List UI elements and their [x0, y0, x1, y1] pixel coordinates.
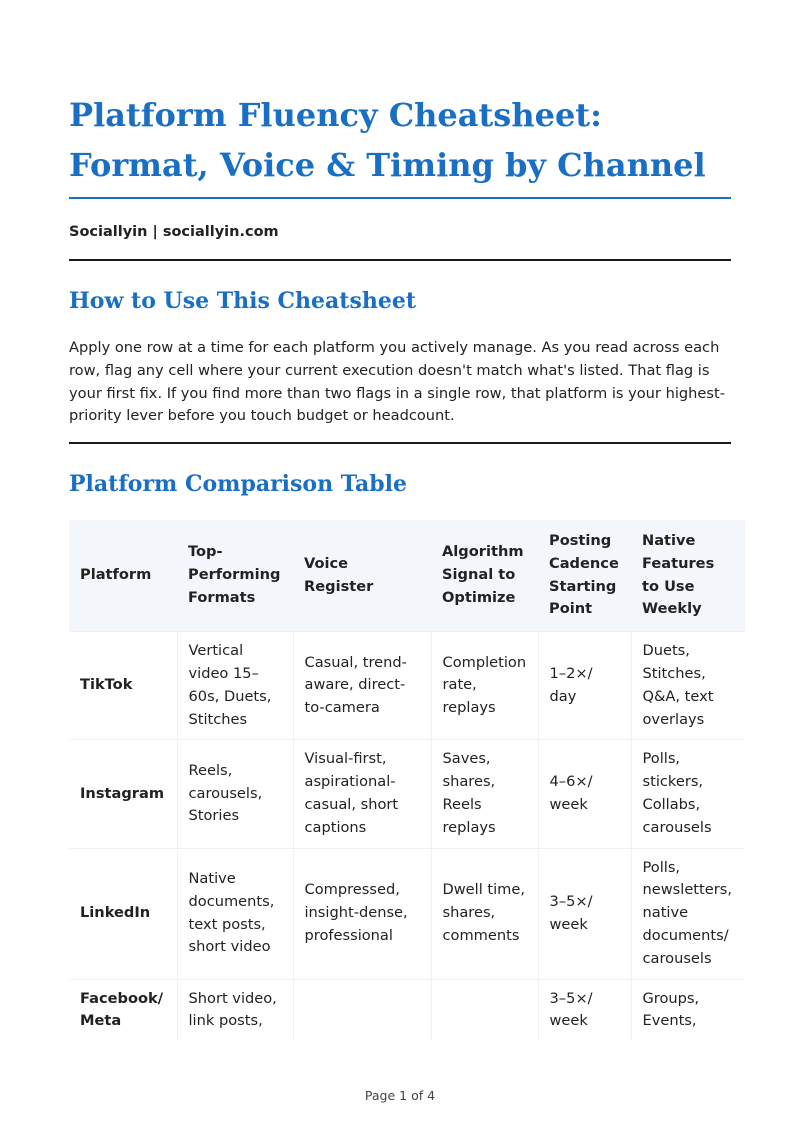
title-divider [69, 197, 731, 199]
table-header-row [69, 520, 745, 632]
page-cutoff [69, 1040, 749, 1065]
table-cell: Casual, trend-aware, direct-to-camera [293, 632, 431, 740]
table-row [69, 848, 745, 979]
table-cell: Completion rate, replays [431, 632, 538, 740]
table-cell: 1–2×/ day [538, 632, 631, 740]
table-cell: Saves, shares, Reels replays [431, 740, 538, 848]
document-title: Platform Fluency Cheatsheet: Format, Voice & Timing by Channel [69, 96, 706, 184]
section-divider [69, 259, 731, 261]
table-cell: 3–5×/ week [538, 979, 631, 1041]
column-header: Posting Cadence Starting Point [549, 532, 619, 618]
table-cell: 3–5×/ week [538, 848, 631, 979]
platform-name-cell: LinkedIn [69, 848, 177, 979]
table-cell: Compressed, insight-dense, professional [293, 848, 431, 979]
page-number: Page 1 of 4 [364, 1088, 436, 1103]
table-cell: Groups, Events, [631, 979, 745, 1041]
column-header: Algorithm Signal to Optimize [442, 543, 524, 606]
column-header: Voice Register [304, 554, 374, 595]
section-divider [69, 442, 731, 444]
table-cell: 4–6×/ week [538, 740, 631, 848]
table-cell: Reels, carousels, Stories [177, 740, 293, 848]
table-row [69, 740, 745, 848]
table-cell: Short video, link posts, [177, 979, 293, 1041]
table-cell: Native documents, text posts, short video [177, 848, 293, 979]
platform-comparison-table [69, 520, 745, 1041]
section-heading-table: Platform Comparison Table [69, 471, 408, 497]
table-cell: Polls, newsletters, native documents/ carousels [631, 848, 745, 979]
table-cell: Visual-first, aspirational-casual, short captions [293, 740, 431, 848]
platform-name-cell: TikTok [69, 632, 177, 740]
table-cell [431, 979, 538, 1041]
section-heading-how: How to Use This Cheatsheet [69, 288, 417, 314]
column-header: Native Features to Use Weekly [642, 532, 715, 618]
platform-name-cell: Facebook/ Meta [69, 979, 177, 1041]
intro-paragraph: Apply one row at a time for each platform you actively manage. As you read across each row, flag any cell where your current execution doesn't match what's listed. That flag is your first fix. If you find more than two flags in a single row, that platform is your highest-priority lever before you touch budget or headcount. [69, 339, 725, 425]
column-header: Top-Performing Formats [188, 543, 281, 606]
byline: Sociallyin | sociallyin.com [69, 224, 279, 240]
table-row [69, 979, 745, 1041]
platform-name-cell: Instagram [69, 740, 177, 848]
table-row [69, 632, 745, 740]
table-cell: Duets, Stitches, Q&A, text overlays [631, 632, 745, 740]
table-cell: Polls, stickers, Collabs, carousels [631, 740, 745, 848]
table-cell [293, 979, 431, 1041]
column-header: Platform [80, 566, 152, 584]
table-cell: Vertical video 15–60s, Duets, Stitches [177, 632, 293, 740]
table-cell: Dwell time, shares, comments [431, 848, 538, 979]
